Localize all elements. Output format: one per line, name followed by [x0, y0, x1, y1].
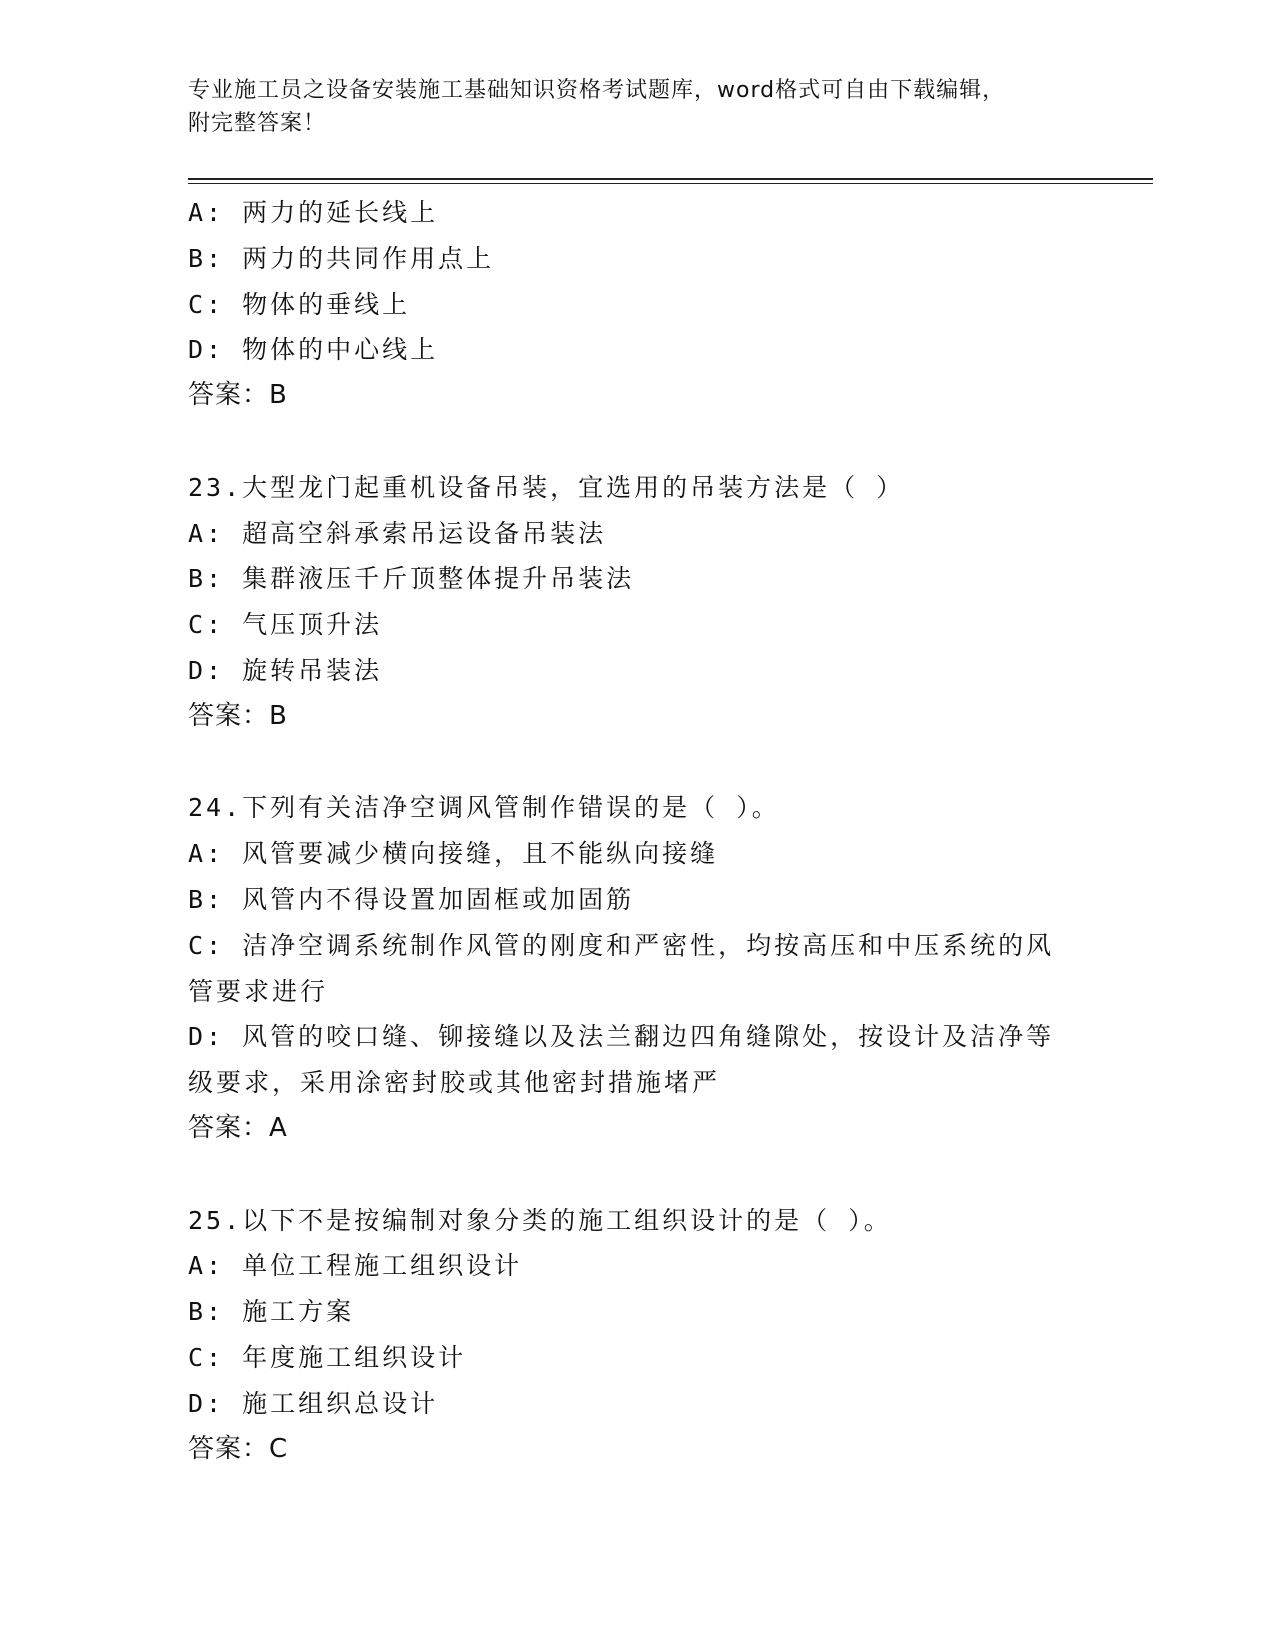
header-title-line-2: 附完整答案！ [188, 111, 327, 136]
option-c: C: 洁净空调系统制作风管的刚度和严密性，均按高压和中压系统的风管要求进行 [188, 930, 1055, 1006]
question-text: 23.大型龙门起重机设备吊装，宜选用的吊装方法是（ ） [188, 472, 905, 502]
question-text: 24.下列有关洁净空调风管制作错误的是（ ）。 [188, 793, 780, 823]
spacer [188, 1152, 1068, 1198]
header-title-line-1: 专业施工员之设备安装施工基础知识资格考试题库，word格式可自由下载编辑， [188, 78, 1006, 103]
answer-line: 答案：B [188, 380, 288, 411]
answer-line: 答案：A [188, 1112, 288, 1143]
question-list [188, 190, 1068, 1472]
option-d: D: 风管的咬口缝、铆接缝以及法兰翻边四角缝隙处，按设计及洁净等级要求，采用涂密封胶或其他密封措施堵严 [188, 1022, 1055, 1098]
document-header [188, 74, 1068, 140]
option-b: B: 集群液压千斤顶整体提升吊装法 [188, 564, 635, 594]
spacer [188, 740, 1068, 786]
question-text: 25.以下不是按编制对象分类的施工组织设计的是（ ）。 [188, 1205, 892, 1235]
question-23-block [188, 465, 1068, 740]
option-d: D: 施工组织总设计 [188, 1388, 439, 1418]
question-25-block [188, 1198, 1068, 1473]
header-divider [188, 178, 1153, 184]
option-b: B: 施工方案 [188, 1297, 355, 1327]
option-d: D: 旋转吊装法 [188, 655, 383, 685]
spacer [188, 419, 1068, 465]
option-a: A: 两力的延长线上 [188, 198, 439, 227]
option-a: A: 风管要减少横向接缝，且不能纵向接缝 [188, 839, 719, 869]
option-a: A: 超高空斜承索吊运设备吊装法 [188, 518, 607, 548]
option-c: C: 年度施工组织设计 [188, 1342, 467, 1372]
option-b: B: 两力的共同作用点上 [188, 243, 495, 273]
option-c: C: 气压顶升法 [188, 610, 383, 640]
option-c: C: 物体的垂线上 [188, 289, 411, 319]
answer-line: 答案：B [188, 700, 288, 731]
question-22-block [188, 190, 1068, 419]
option-b: B: 风管内不得设置加固框或加固筋 [188, 884, 635, 914]
option-a: A: 单位工程施工组织设计 [188, 1251, 523, 1281]
option-d: D: 物体的中心线上 [188, 335, 439, 365]
answer-line: 答案：C [188, 1433, 289, 1464]
question-24-block [188, 785, 1068, 1151]
